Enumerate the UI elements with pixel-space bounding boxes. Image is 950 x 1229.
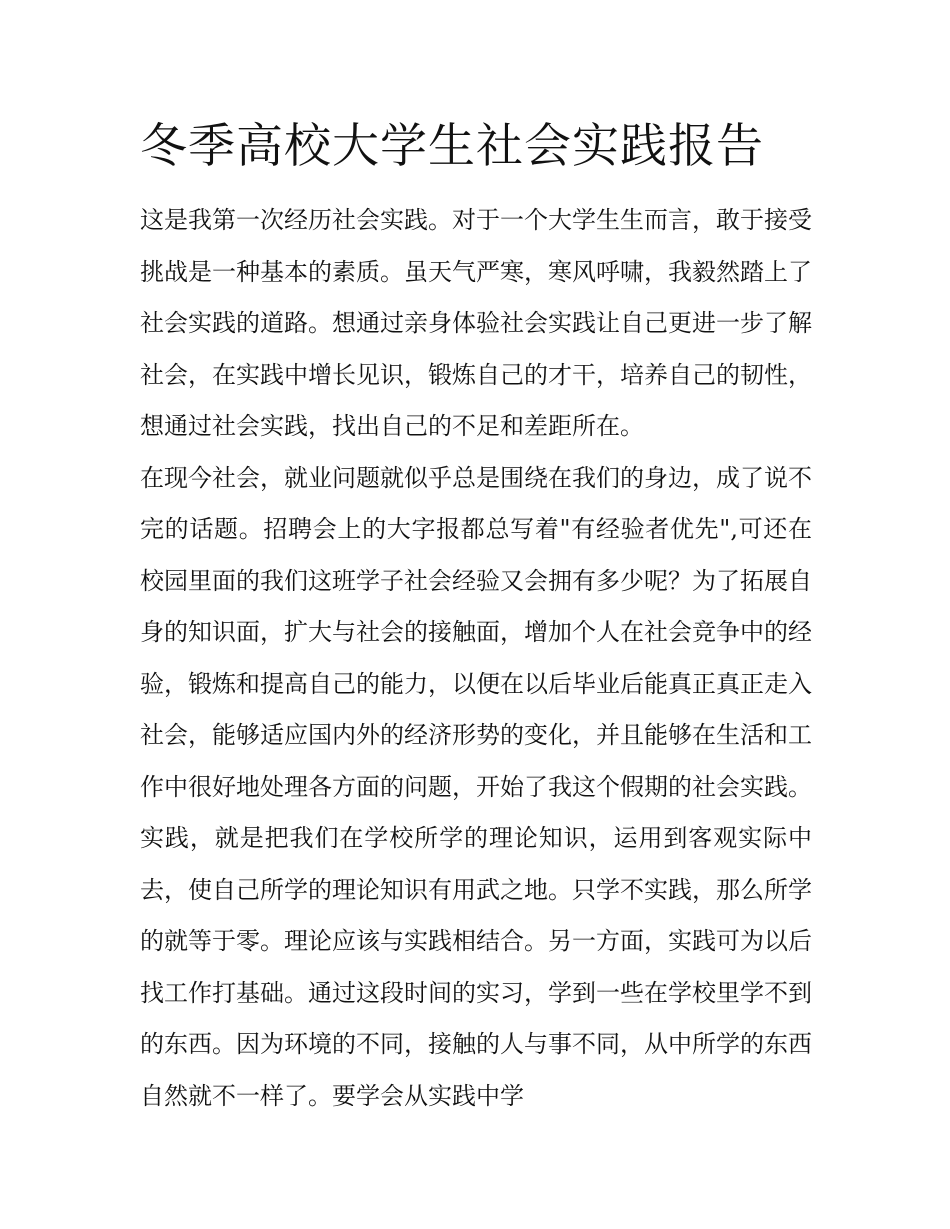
document-page (140, 112, 812, 1122)
body-paragraph-2: 在现今社会，就业问题就似乎总是围绕在我们的身边，成了说不完的话题。招聘会上的大字报都总写着"有经验者优先",可还在校园里面的我们这班学子社会经验又会拥有多少呢？为了拓展自身的知识面，扩大与社会的接触面，增加个人在社会竞争中的经验，锻炼和提高自己的能力，以便在以后毕业后能真正真正走入社会，能够适应国内外的经济形势的变化，并且能够在生活和工作中很好地处理各方面的问题，开始了我这个假期的社会实践。实践，就是把我们在学校所学的理论知识，运用到客观实际中去，使自己所学的理论知识有用武之地。只学不实践，那么所学的就等于零。理论应该与实践相结合。另一方面，实践可为以后找工作打基础。通过这段时间的实习，学到一些在学校里学不到的东西。因为环境的不同，接触的人与事不同，从中所学的东西自然就不一样了。要学会从实践中学 (140, 463, 812, 1110)
document-title: 冬季高校大学生社会实践报告 (140, 119, 764, 174)
body-paragraph-1: 这是我第一次经历社会实践。对于一个大学生生而言，敢于接受挑战是一种基本的素质。虽天气严寒，寒风呼啸，我毅然踏上了社会实践的道路。想通过亲身体验社会实践让自己更进一步了解社会，在实践中增长见识，锻炼自己的才干，培养自己的韧性，想通过社会实践，找出自己的不足和差距所在。 (140, 206, 812, 440)
